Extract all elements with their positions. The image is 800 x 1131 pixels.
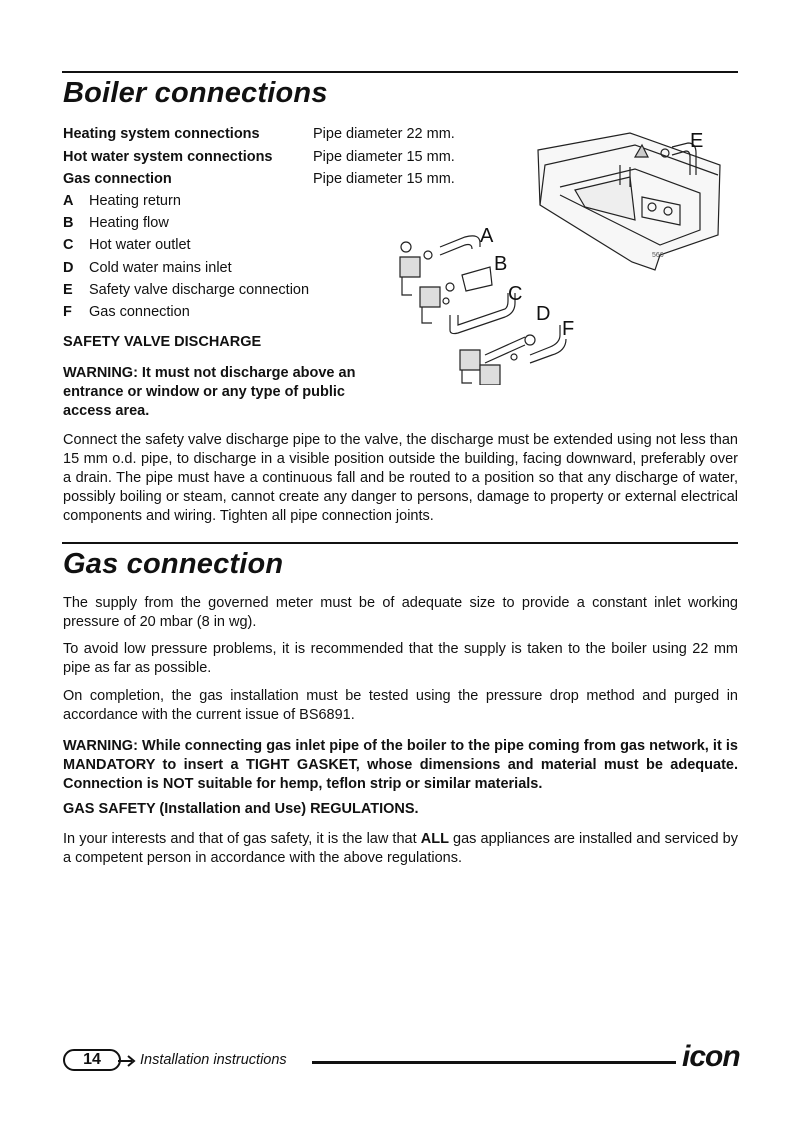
spec-value: Pipe diameter 15 mm.	[313, 148, 455, 165]
section-title-boiler-connections: Boiler connections	[63, 77, 328, 109]
diagram-label-e: E	[690, 130, 704, 152]
legend-letter: B	[63, 215, 74, 232]
gas-paragraph-1: The supply from the governed meter must be of adequate size to provide a constant inlet working pressure of 20 mbar (8 in wg).	[63, 595, 738, 630]
spec-label: Heating system connections	[63, 126, 260, 142]
legend-item	[63, 190, 309, 212]
diagram-label-a: A	[480, 225, 494, 247]
gas-regs-heading: GAS SAFETY (Installation and Use) REGULATIONS.	[63, 801, 419, 817]
gas-paragraph-2: To avoid low pressure problems, it is recommended that the supply is taken to the boiler using 22 mm pipe as far as possible.	[63, 641, 738, 676]
footer-arrow-icon	[118, 1054, 138, 1068]
safety-valve-heading: SAFETY VALVE DISCHARGE	[63, 334, 262, 350]
legend-text: Gas connection	[89, 304, 190, 321]
gas-paragraph-3: On completion, the gas installation must be tested using the pressure drop method and purged in accordance with the current issue of BS6891.	[63, 688, 738, 723]
safety-warning: WARNING: It must not discharge above an entrance or window or any type of public access area.	[63, 365, 356, 419]
legend-letter: C	[63, 237, 74, 254]
gas-p4-text: In your interests and that of gas safety, it is the law that	[63, 831, 421, 847]
footer-text: Installation instructions	[140, 1052, 287, 1068]
legend-item	[63, 257, 309, 279]
legend-letter: D	[63, 259, 74, 276]
diagram-label-c: C	[508, 283, 523, 305]
brand-logo: icon	[682, 1040, 740, 1073]
section-rule-gas	[62, 542, 738, 544]
spec-label: Hot water system connections	[63, 148, 273, 165]
legend-letter: A	[63, 193, 74, 209]
legend-item	[63, 234, 309, 256]
legend-letter: F	[63, 304, 72, 321]
footer-rule	[312, 1061, 676, 1064]
legend-item	[63, 279, 309, 301]
section-rule-top	[62, 71, 738, 73]
legend-text: Heating flow	[89, 215, 169, 232]
spec-value: Pipe diameter 15 mm.	[313, 171, 455, 187]
spec-label: Gas connection	[63, 171, 172, 187]
connection-legend	[63, 190, 309, 323]
boiler-connections-diagram	[380, 125, 740, 385]
legend-letter: E	[63, 281, 73, 298]
spec-value: Pipe diameter 22 mm.	[313, 126, 455, 142]
safety-valve-body: Connect the safety valve discharge pipe to the valve, the discharge must be extended using not less than 15 mm o.d. pipe, to discharge in a visible position outside the building, facing downward, preferably over a drain. The pipe must have a continuous fall and be routed to a position so that any discharge of water, possibly boiling or steam, cannot create any danger to persons, damage to property or external electrical components and wiring. Tighten all pipe connection joints.	[63, 432, 738, 524]
diagram-code: 566	[652, 252, 664, 259]
legend-text: Cold water mains inlet	[89, 259, 232, 276]
diagram-label-d: D	[536, 303, 551, 325]
legend-text: Hot water outlet	[89, 237, 191, 254]
diagram-label-f: F	[562, 318, 575, 340]
legend-text: Heating return	[89, 193, 181, 209]
gas-p4-text-end: gas appliances are installed and serviced by a competent person in accordance with the above regulations.	[63, 831, 738, 866]
gas-paragraph-4	[63, 830, 738, 868]
legend-text: Safety valve discharge connection	[89, 281, 310, 298]
boiler-diagram-illustration	[380, 125, 740, 385]
legend-item	[63, 212, 309, 234]
page-number: 14	[63, 1049, 121, 1071]
gas-p4-bold: ALL	[420, 831, 449, 847]
diagram-label-b: B	[494, 253, 508, 275]
gas-warning: WARNING: While connecting gas inlet pipe of the boiler to the pipe coming from gas network, it is MANDATORY to insert a TIGHT GASKET, whose dimensions and material must be adequate. Connection is NOT suitable for hemp, teflon strip or similar materials.	[63, 738, 738, 792]
legend-item	[63, 301, 309, 323]
section-title-gas-connection: Gas connection	[63, 548, 284, 580]
